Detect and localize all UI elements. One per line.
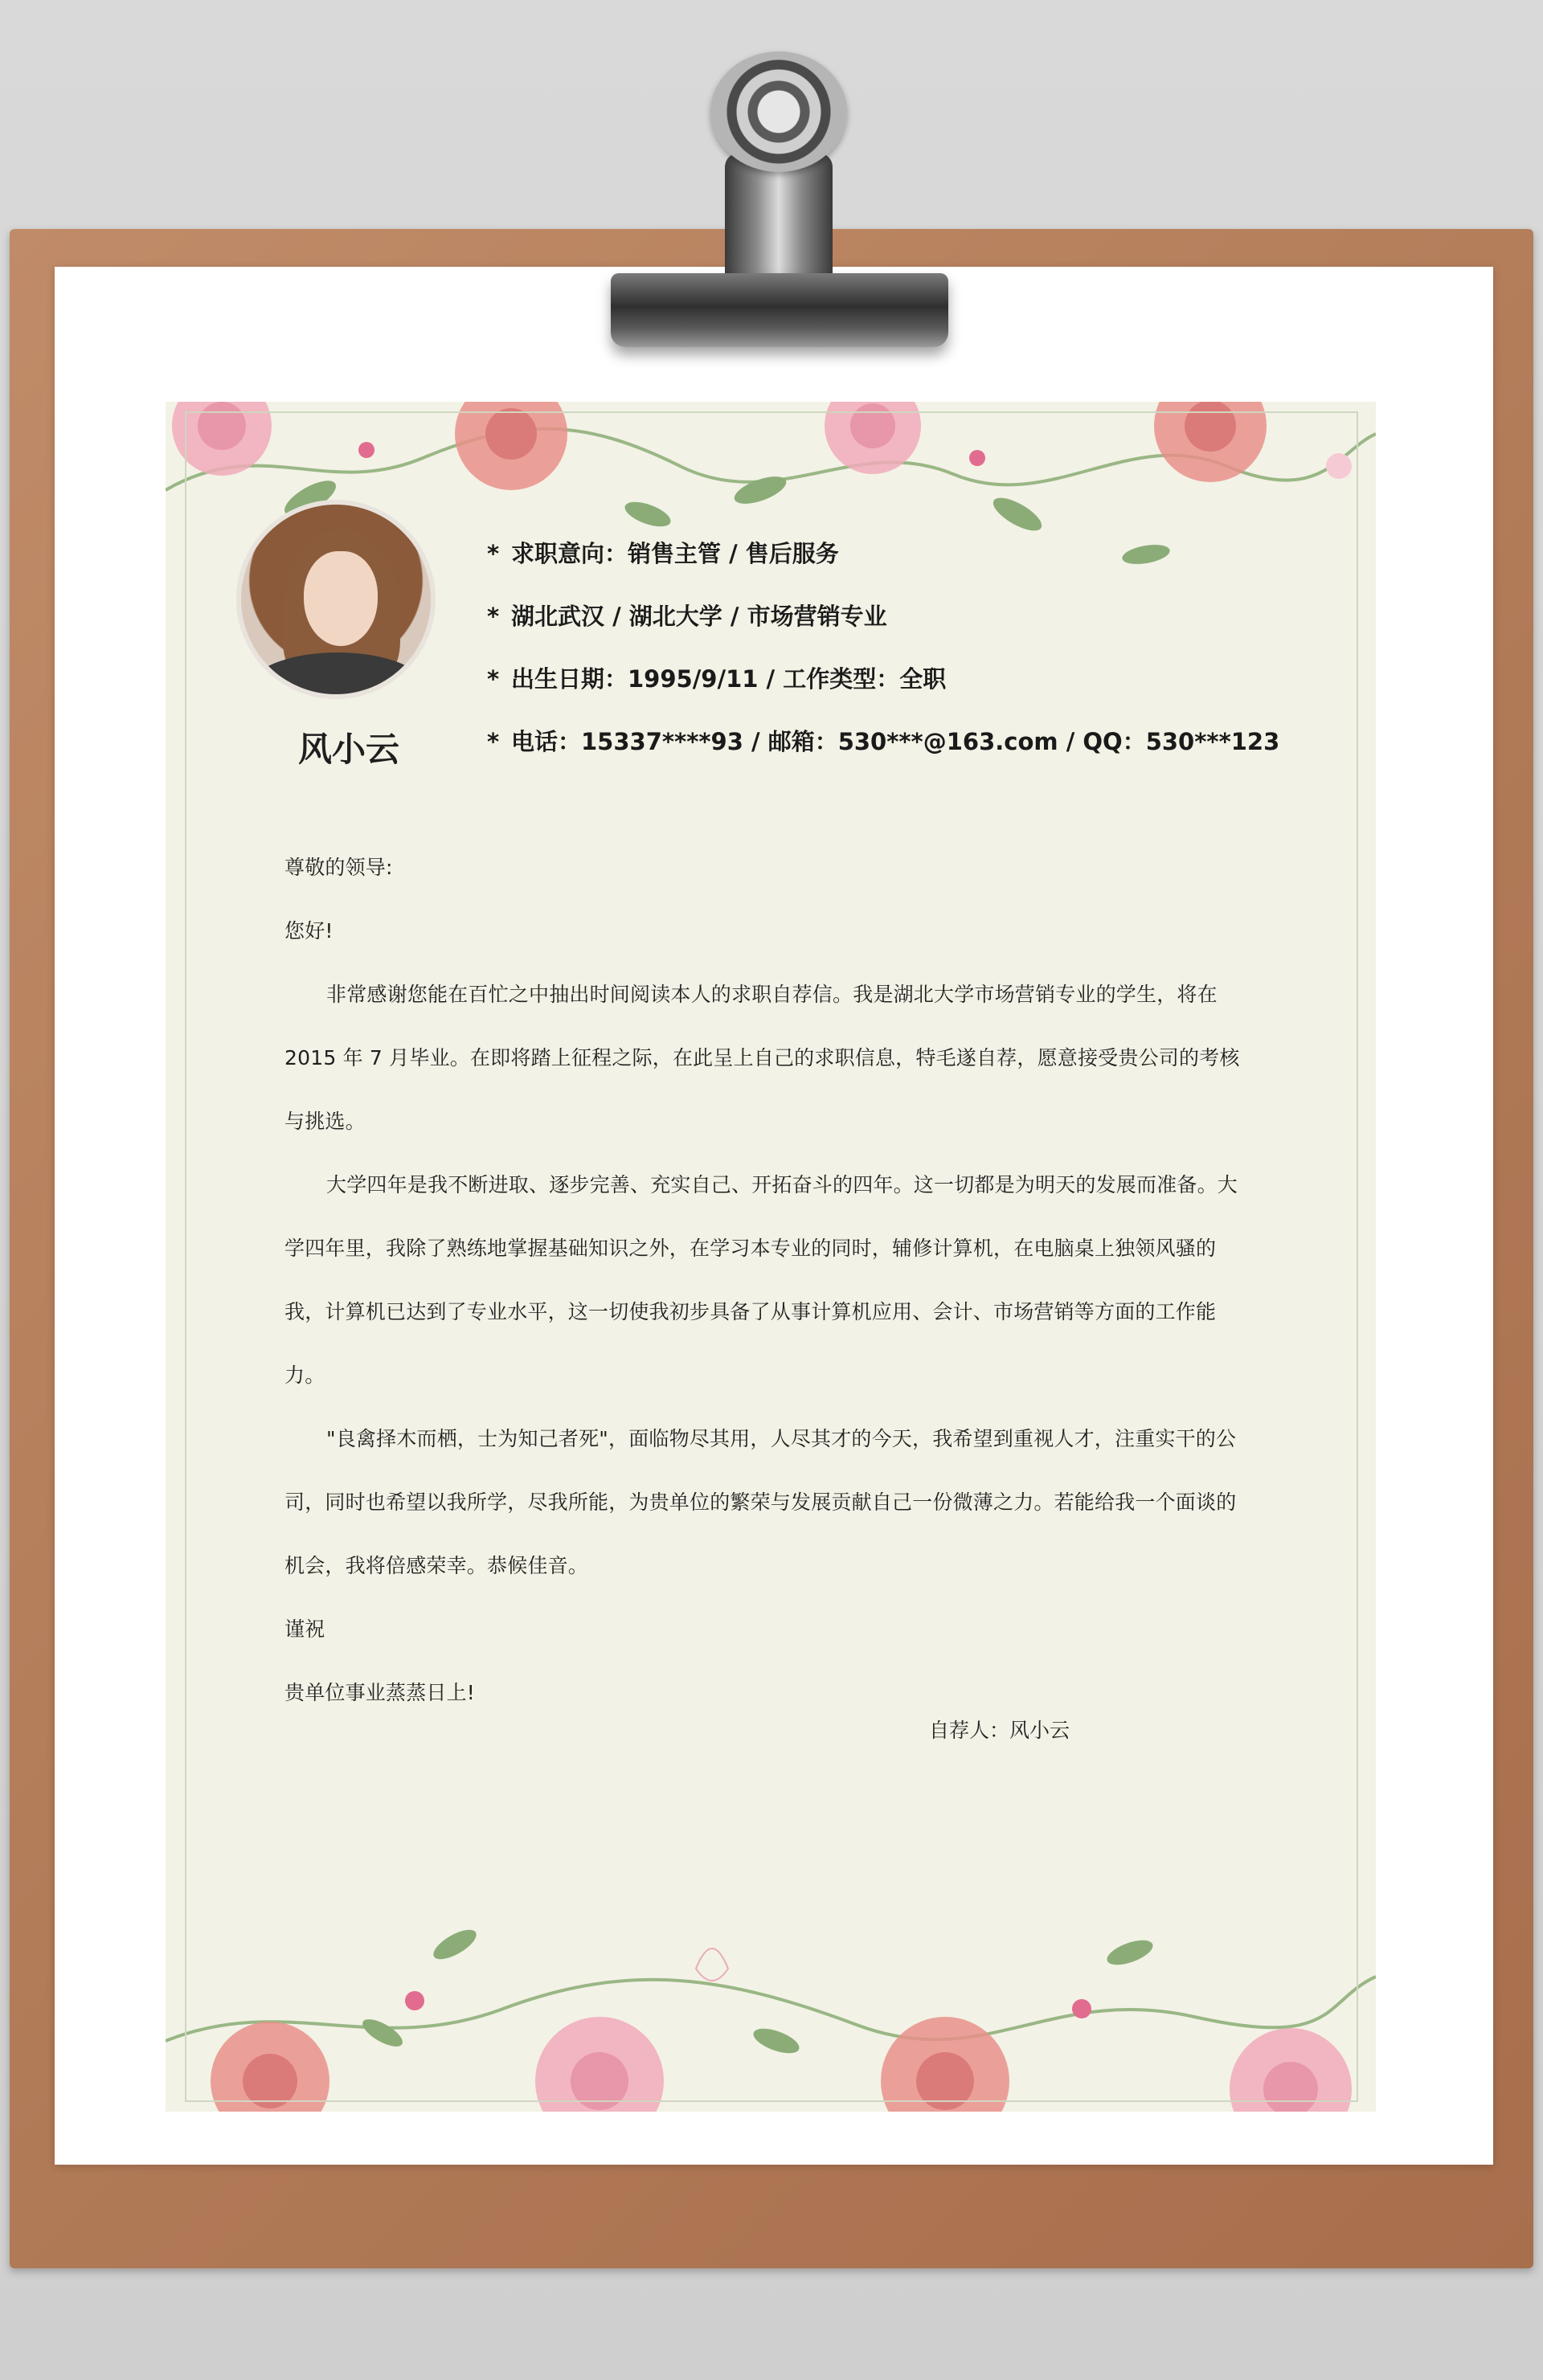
binder-clip [611,273,948,347]
avatar [236,500,436,699]
info-line-contact: * 电话：15337****93 / 邮箱：530***@163.com / QQ：530***123 [487,728,1280,755]
clip-arm [725,153,833,289]
candidate-name: 风小云 [297,730,399,769]
paragraph-1: 非常感谢您能在百忙之中抽出时间阅读本人的求职自荐信。我是湖北大学市场营销专业的学生，将在 2015 年 7 月毕业。在即将踏上征程之际，在此呈上自己的求职信息，特毛遂自荐，愿意接受贵公司的考核与挑选。 [284,983,1240,1133]
paragraph-2: 大学四年是我不断进取、逐步完善、充实自己、开拓奋斗的四年。这一切都是为明天的发展而准备。大学四年里，我除了熟练地掌握基础知识之外，在学习本专业的同时，辅修计算机，在电脑桌上独领风骚的我，计算机已达到了专业水平，这一切使我初步具备了从事计算机应用、会计、市场营销等方面的工作能力。 [284,1173,1238,1387]
info-line-objective: * 求职意向：销售主管 / 售后服务 [487,540,839,567]
paragraph-3: "良禽择木而栖，士为知己者死"，面临物尽其用，人尽其才的今天，我希望到重视人才，注重实干的公司，同时也希望以我所学，尽我所能，为贵单位的繁荣与发展贡献自己一份微薄之力。若能给我一个面谈的机会，我将倍感荣幸。恭候佳音。 [284,1427,1237,1577]
info-line-education: * 湖北武汉 / 湖北大学 / 市场营销专业 [487,603,887,630]
closing-line-1: 谨祝 [284,1617,325,1641]
closing-line-2: 贵单位事业蒸蒸日上! [284,1681,476,1704]
salutation: 尊敬的领导: [284,856,393,879]
signature: 自荐人：风小云 [929,1719,1070,1742]
letter-body [284,836,1242,1724]
info-line-birth: * 出生日期：1995/9/11 / 工作类型：全职 [487,665,947,693]
clip-ring [710,51,847,172]
greeting: 您好! [284,919,334,943]
info-list [487,534,1279,784]
